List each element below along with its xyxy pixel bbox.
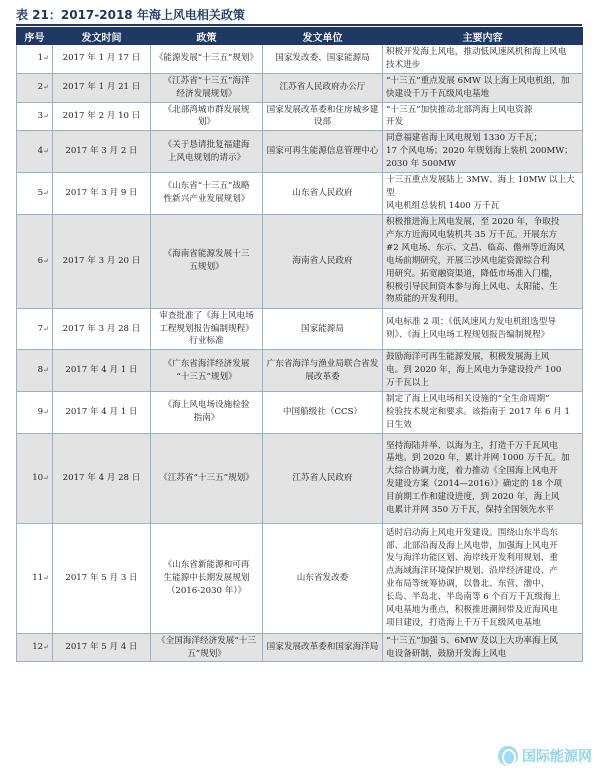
content-line: 大综合协调力度，着力推动《全国海上风电开 bbox=[386, 466, 558, 477]
header-content: 主要内容 bbox=[383, 28, 583, 45]
table-row bbox=[17, 392, 583, 434]
table-title: 表 21：2017-2018 年海上风电相关政策 bbox=[16, 8, 245, 22]
cell-policy bbox=[151, 214, 263, 308]
cell-policy bbox=[151, 102, 263, 131]
policy-line: 《山东省新能源和可再 bbox=[163, 559, 250, 570]
policy-line: 性新兴产业发展规划》 bbox=[163, 194, 250, 205]
policy-line: 《山东省“十三五”战略 bbox=[163, 181, 250, 192]
content-line: 物质能的开发利用。 bbox=[386, 294, 464, 305]
row-number: 9 bbox=[37, 406, 44, 417]
policy-line: 《广东省海洋经济发展 bbox=[163, 358, 250, 369]
row-number: 1 bbox=[37, 53, 44, 64]
row-number: 12 bbox=[32, 642, 44, 653]
paragraph-mark-icon: ↵ bbox=[43, 407, 49, 416]
cell-content bbox=[383, 131, 583, 173]
content-line: “十三五”加强 5、6MW 及以上大功率海上风 bbox=[386, 635, 558, 646]
content-line: 产东方近海风电装机共 35 万千瓦。开展东方 bbox=[386, 229, 558, 240]
content-line: 发建设方案（2014—2016）》确定的 18 个项 bbox=[386, 479, 563, 490]
paragraph-mark-icon: ↵ bbox=[43, 324, 49, 333]
policy-line: 工程规划报告编制规程》 bbox=[159, 323, 254, 334]
table-row bbox=[17, 308, 583, 350]
cell-content bbox=[383, 214, 583, 308]
content-line: 坚持海陆并举、以海为主，打造千万千瓦风电 bbox=[386, 440, 558, 451]
paragraph-mark-icon: ↵ bbox=[43, 256, 49, 265]
cell-unit: 山东省发改委 bbox=[263, 523, 383, 633]
cell-date: 2017 年 3 月 20 日 bbox=[53, 214, 151, 308]
cell-policy bbox=[151, 633, 263, 662]
content-line: 适时启动海上风电开发建设。围绕山东半岛东 bbox=[386, 527, 558, 538]
cell-num bbox=[17, 45, 53, 74]
cell-unit: 国家发改委、国家能源局 bbox=[263, 45, 383, 74]
cell-date: 2017 年 3 月 2 日 bbox=[53, 131, 151, 173]
cell-num bbox=[17, 214, 53, 308]
cell-unit: 国家能源局 bbox=[263, 308, 383, 350]
cell-num bbox=[17, 633, 53, 662]
cell-num bbox=[17, 173, 53, 215]
content-line: 积极开发海上风电，推动低风速风机和海上风电 bbox=[386, 47, 567, 57]
table-row bbox=[17, 214, 583, 308]
table-row bbox=[17, 73, 583, 102]
cell-policy bbox=[151, 350, 263, 392]
table-row bbox=[17, 131, 583, 173]
policy-line: 《江苏省“十三五”海洋 bbox=[163, 75, 250, 86]
cell-num bbox=[17, 102, 53, 131]
policy-line: 《海南省能源发展十三 bbox=[163, 249, 250, 260]
content-line: 则》、《海上风电场工程规划报告编制规程》 bbox=[386, 330, 550, 341]
cell-policy bbox=[151, 45, 263, 74]
content-line: 长岛、半岛北、半岛南等 6 个百万千瓦级海上 bbox=[386, 592, 561, 603]
content-line: 电累计并网 350 万千瓦，保持全国领先水平 bbox=[386, 504, 554, 515]
table-row bbox=[17, 173, 583, 215]
cell-unit: 中国船级社（CCS） bbox=[263, 392, 383, 434]
table-row bbox=[17, 523, 583, 633]
content-line: 17 个风电场；2020 年规划海上装机 200MW； bbox=[386, 146, 573, 157]
cell-date: 2017 年 3 月 28 日 bbox=[53, 308, 151, 350]
policy-line: 《关于恳请批复福建海 bbox=[163, 139, 250, 150]
row-number: 5 bbox=[37, 187, 44, 198]
row-number: 7 bbox=[37, 323, 44, 334]
policy-line: 上风电规划的请示》 bbox=[167, 152, 246, 163]
watermark-text: 国际能源网 bbox=[522, 749, 592, 765]
content-line: 业布局等统筹协调，以鲁北、东营、渤中、 bbox=[386, 579, 550, 590]
content-line: 2030 年 500MW bbox=[386, 159, 456, 170]
cell-unit: 国家发展改革委和住房城乡建设部 bbox=[263, 102, 383, 131]
table-row bbox=[17, 633, 583, 662]
content-line: 发与海洋功能区划、海岸线开发利用规划、重 bbox=[386, 553, 558, 564]
table-row bbox=[17, 433, 583, 523]
paragraph-mark-icon: ↵ bbox=[43, 366, 49, 375]
paragraph-mark-icon: ↵ bbox=[43, 473, 49, 482]
cell-num bbox=[17, 73, 53, 102]
cell-policy bbox=[151, 73, 263, 102]
content-line: 同意福建省海上风电规划 1330 万千瓦； bbox=[386, 133, 543, 144]
content-line: 技术进步 bbox=[386, 59, 421, 70]
row-number: 6 bbox=[37, 255, 44, 266]
policy-line: 五”规划》 bbox=[187, 648, 226, 659]
policy-line: 《江苏省“十三五”规划》 bbox=[159, 472, 254, 483]
row-number: 4 bbox=[37, 146, 44, 157]
cell-policy bbox=[151, 523, 263, 633]
content-line: 风电基地为重点，积极推进潮间带及近海风电 bbox=[386, 604, 558, 615]
watermark bbox=[498, 746, 592, 766]
content-line: 十三五重点发展陆上 3MW、海上 10MW 以上大型 bbox=[386, 175, 575, 198]
policy-line: 审查批准了《海上风电场 bbox=[159, 310, 254, 321]
cell-policy bbox=[151, 308, 263, 350]
content-line: 项目建设，打造海上千万千瓦级风电基地 bbox=[386, 617, 541, 628]
content-line: 制定了海上风电场相关设施的“全生命周期” bbox=[386, 394, 550, 405]
row-number: 10 bbox=[32, 472, 44, 483]
header-date: 发文时间 bbox=[53, 28, 151, 45]
content-line: 积极引导民间资本参与海上风电、太阳能、生 bbox=[386, 281, 558, 292]
row-number: 8 bbox=[37, 365, 44, 376]
cell-num bbox=[17, 392, 53, 434]
cell-policy bbox=[151, 173, 263, 215]
content-line: 开发 bbox=[386, 117, 404, 128]
cell-num bbox=[17, 131, 53, 173]
content-line: 点海域海洋环境保护规划、沿岸经济建设、产 bbox=[386, 566, 558, 577]
cell-date: 2017 年 5 月 4 日 bbox=[53, 633, 151, 662]
cell-policy bbox=[151, 433, 263, 523]
content-line: 目前期工作和建设进度，到 2020 年，海上风 bbox=[386, 492, 560, 503]
cell-content bbox=[383, 102, 583, 131]
policy-line: 《能源发展“十三五”规划》 bbox=[154, 53, 259, 64]
table-row bbox=[17, 350, 583, 392]
content-line: 万千瓦以上 bbox=[386, 378, 429, 389]
policy-line: 划》 bbox=[197, 117, 216, 128]
content-line: 风电标准 2 项：《低风速风力发电机组选型导 bbox=[386, 317, 556, 328]
policy-line: 《全国海洋经济发展“十三 bbox=[157, 635, 256, 646]
paragraph-mark-icon: ↵ bbox=[43, 188, 49, 197]
cell-unit: 广东省海洋与渔业局联合省发展改革委 bbox=[263, 350, 383, 392]
cell-content bbox=[383, 523, 583, 633]
row-number: 11 bbox=[32, 572, 44, 583]
cell-date: 2017 年 1 月 17 日 bbox=[53, 45, 151, 74]
title-rule bbox=[16, 24, 582, 26]
content-line: “十三五”重点发展 6MW 以上海上风电机组，加 bbox=[386, 75, 570, 86]
content-line: 部、北部沿海及海上风电带，加强海上风电开 bbox=[386, 540, 558, 551]
content-line: 风电机组总装机 1400 万千瓦 bbox=[386, 200, 500, 211]
cell-date: 2017 年 1 月 21 日 bbox=[53, 73, 151, 102]
header-num: 序号 bbox=[17, 28, 53, 45]
globe-logo-icon bbox=[498, 746, 518, 766]
cell-unit: 江苏省人民政府办公厅 bbox=[263, 73, 383, 102]
policy-table bbox=[16, 27, 583, 662]
cell-num bbox=[17, 350, 53, 392]
paragraph-mark-icon: ↵ bbox=[43, 643, 49, 652]
paragraph-mark-icon: ↵ bbox=[43, 83, 49, 92]
row-number: 3 bbox=[37, 111, 44, 121]
header-unit: 发文单位 bbox=[263, 28, 383, 45]
content-line: 检验技术规定和要求。该指南于 2017 年 6 月 1 bbox=[386, 406, 570, 417]
paragraph-mark-icon: ↵ bbox=[43, 54, 49, 63]
policy-line: 行业标准 bbox=[189, 336, 224, 347]
cell-date: 2017 年 2 月 10 日 bbox=[53, 102, 151, 131]
cell-date: 2017 年 4 月 28 日 bbox=[53, 433, 151, 523]
cell-date: 2017 年 4 月 1 日 bbox=[53, 392, 151, 434]
cell-date: 2017 年 5 月 3 日 bbox=[53, 523, 151, 633]
cell-content bbox=[383, 45, 583, 74]
paragraph-mark-icon: ↵ bbox=[43, 112, 49, 120]
cell-content bbox=[383, 433, 583, 523]
cell-content bbox=[383, 73, 583, 102]
cell-content bbox=[383, 633, 583, 662]
content-line: 电设备研制，鼓励开发海上风电 bbox=[386, 648, 507, 659]
table-body bbox=[17, 45, 583, 662]
cell-unit: 江苏省人民政府 bbox=[263, 433, 383, 523]
table-row bbox=[17, 45, 583, 74]
cell-date: 2017 年 4 月 1 日 bbox=[53, 350, 151, 392]
content-line: 电场前期研究，开展三沙风电能资源综合利 bbox=[386, 255, 550, 266]
cell-unit: 山东省人民政府 bbox=[263, 173, 383, 215]
content-line: 电。到 2020 年，海上风电力争建设投产 100 bbox=[386, 365, 562, 376]
cell-policy bbox=[151, 131, 263, 173]
cell-num bbox=[17, 308, 53, 350]
paragraph-mark-icon: ↵ bbox=[43, 573, 49, 582]
content-line: 鼓励海洋可再生能源发展，积极发展海上风 bbox=[386, 352, 550, 363]
content-line: 快建设千万千瓦级风电基地 bbox=[386, 88, 490, 99]
cell-content bbox=[383, 173, 583, 215]
cell-num bbox=[17, 523, 53, 633]
policy-line: 经济发展规划》 bbox=[176, 88, 237, 99]
cell-unit: 国家可再生能源信息管理中心 bbox=[263, 131, 383, 173]
header-row bbox=[17, 28, 583, 45]
policy-line: 指南》 bbox=[193, 413, 220, 424]
paragraph-mark-icon: ↵ bbox=[43, 147, 49, 156]
content-line: “十三五”加快推动北部湾海上风电资源 bbox=[386, 104, 533, 115]
policy-line: 《海上风电场设施检验 bbox=[163, 400, 250, 411]
content-line: 积极推进海上风电发展，至 2020 年，争取投 bbox=[386, 217, 560, 228]
cell-unit: 国家发展改革委和国家海洋局 bbox=[263, 633, 383, 662]
content-line: 基地。到 2020 年，累计并网 1000 万千瓦。加 bbox=[386, 453, 570, 464]
table-row bbox=[17, 102, 583, 131]
policy-line: （2016-2030 年）》 bbox=[166, 585, 247, 596]
cell-policy bbox=[151, 392, 263, 434]
cell-content bbox=[383, 308, 583, 350]
policy-line: “十三五”规划》 bbox=[176, 371, 237, 382]
cell-date: 2017 年 3 月 9 日 bbox=[53, 173, 151, 215]
content-line: 用研究。拓宽融资渠道，降低市场准入门槛， bbox=[386, 268, 558, 279]
cell-unit: 海南省人民政府 bbox=[263, 214, 383, 308]
header-policy: 政策 bbox=[151, 28, 263, 45]
content-line: #2 风电场、东示、文昌、临高、儋州等近海风 bbox=[386, 242, 565, 253]
policy-line: 五规划》 bbox=[189, 262, 224, 273]
cell-content bbox=[383, 350, 583, 392]
row-number: 2 bbox=[37, 82, 44, 93]
policy-line: 生能源中长期发展规划 bbox=[163, 572, 250, 583]
cell-content bbox=[383, 392, 583, 434]
content-line: 日生效 bbox=[386, 419, 412, 430]
cell-num bbox=[17, 433, 53, 523]
policy-line: 《北部湾城市群发展规 bbox=[163, 104, 250, 115]
